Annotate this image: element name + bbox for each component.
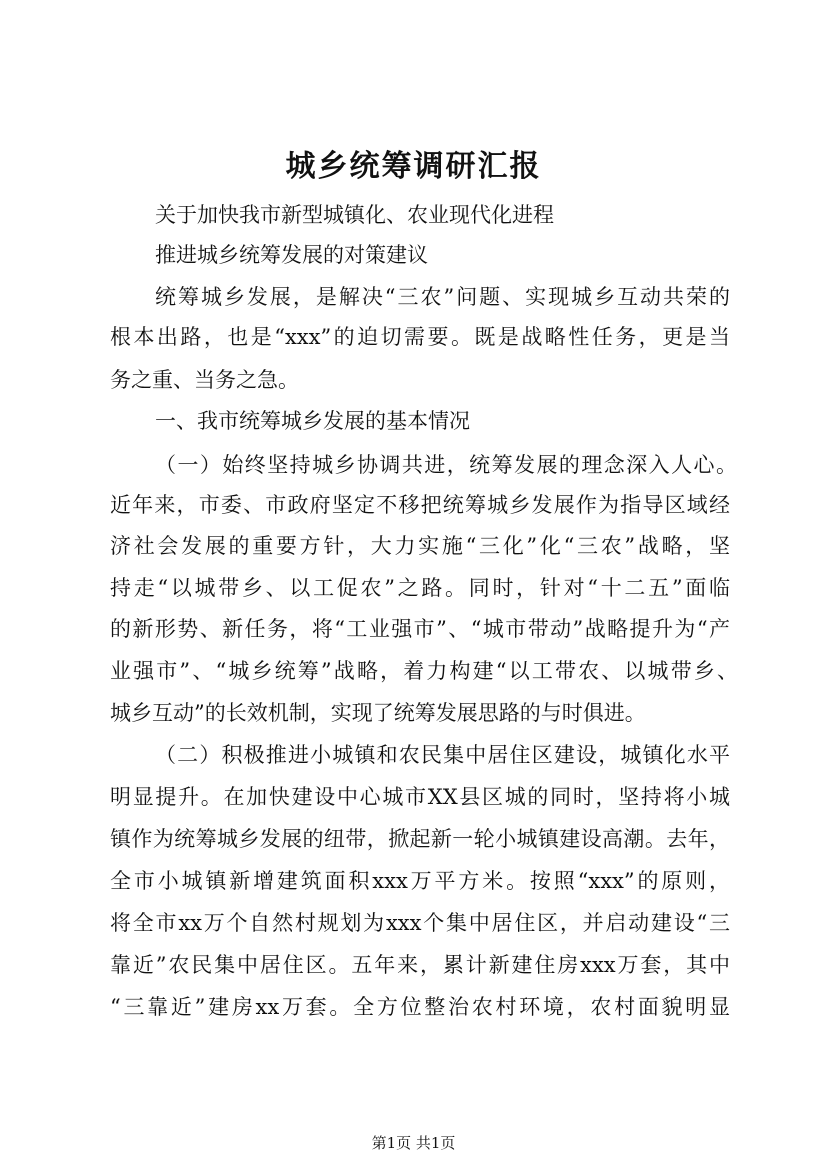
body-line: 全市小城镇新增建筑面积xxx万平方米。按照“xxx”的原则， — [110, 869, 730, 893]
body-line: 统筹城乡发展，是解决“三农”问题、实现城乡互动共荣的 — [155, 285, 730, 309]
page-footer: 第1页 共1页 — [371, 1134, 456, 1152]
body-line: 持走“以城带乡、以工促农”之路。同时，针对“十二五”面临 — [110, 576, 730, 600]
body-line: 务之重、当务之急。 — [110, 368, 299, 392]
body-line: “三靠近”建房xx万套。全方位整治农村环境，农村面貌明显 — [110, 995, 730, 1019]
body-line: 近年来，市委、市政府坚定不移把统筹城乡发展作为指导区域经 — [110, 493, 730, 517]
body-line: 根本出路，也是“xxx”的迫切需要。既是战略性任务，更是当 — [110, 325, 730, 349]
body-line: 明显提升。在加快建设中心城市XX县区城的同时，坚持将小城 — [110, 785, 730, 809]
body-line: 城乡互动”的长效机制，实现了统筹发展思路的与时俱进。 — [110, 701, 646, 725]
body-line: 镇作为统筹城乡发展的纽带，掀起新一轮小城镇建设高潮。去年， — [110, 827, 730, 851]
section-heading: 一、我市统筹城乡发展的基本情况 — [155, 409, 470, 433]
subtitle-line-1: 关于加快我市新型城镇化、农业现代化进程 — [155, 203, 554, 227]
body-line: 济社会发展的重要方针，大力实施“三化”化“三农”战略，坚 — [110, 534, 730, 558]
body-line: 业强市”、“城乡统筹”战略，着力构建“以工带农、以城带乡、 — [110, 659, 738, 683]
body-line: 靠近”农民集中居住区。五年来，累计新建住房xxx万套，其中 — [110, 953, 730, 977]
subtitle-line-2: 推进城乡统筹发展的对策建议 — [155, 243, 428, 267]
subsection-heading: （一）始终坚持城乡协调共进，统筹发展的理念深入人心。 — [155, 453, 737, 477]
body-line: 的新形势、新任务，将“工业强市”、“城市带动”战略提升为“产 — [110, 617, 730, 641]
body-line: 将全市xx万个自然村规划为xxx个集中居住区，并启动建设“三 — [110, 911, 730, 935]
document-title: 城乡统筹调研汇报 — [285, 149, 542, 184]
subsection-heading: （二）积极推进小城镇和农民集中居住区建设，城镇化水平 — [155, 743, 730, 767]
